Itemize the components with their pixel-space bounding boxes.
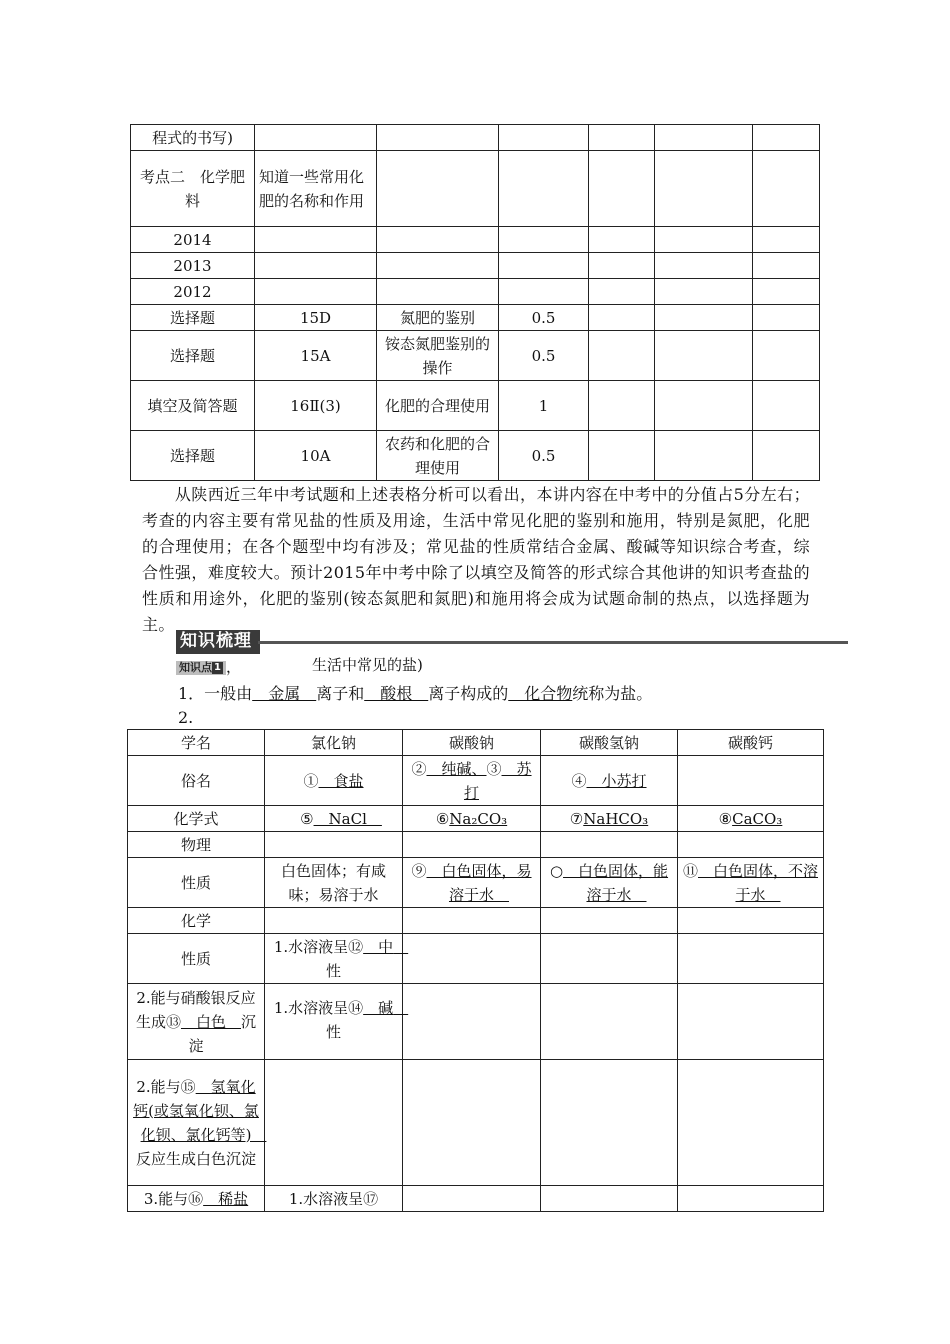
table-row bbox=[131, 331, 820, 381]
table-cell bbox=[255, 227, 377, 253]
fill-blank: 中 bbox=[363, 937, 409, 956]
cell-text: 3.能与⑯ bbox=[143, 1189, 204, 1208]
table-cell bbox=[265, 832, 403, 858]
table-cell bbox=[589, 125, 655, 151]
row-label bbox=[128, 1186, 265, 1212]
table-cell bbox=[403, 806, 541, 832]
table-cell bbox=[403, 858, 541, 908]
table-cell bbox=[678, 858, 824, 908]
item-1-text: 统称为盐。 bbox=[572, 684, 653, 703]
fill-blank: 化合物 bbox=[508, 684, 573, 703]
table-cell bbox=[655, 151, 753, 227]
table-cell bbox=[655, 279, 753, 305]
table-cell bbox=[541, 1060, 678, 1186]
cell-text: 反应生成白色沉淀 bbox=[135, 1149, 256, 1168]
table-row bbox=[128, 1186, 824, 1212]
cell-text: 性 bbox=[325, 961, 341, 980]
table-cell bbox=[655, 305, 753, 331]
table-row bbox=[131, 431, 820, 481]
table-cell: 知道一些常用化肥的名称和作用 bbox=[255, 151, 377, 227]
item-2-label: 2. bbox=[178, 708, 194, 727]
table-cell bbox=[589, 151, 655, 227]
table-cell bbox=[753, 331, 820, 381]
cell-text: 2.能与硝酸银反应生成⑬ bbox=[135, 988, 256, 1031]
table-cell: 2013 bbox=[131, 253, 255, 279]
header-cell: 碳酸钠 bbox=[403, 730, 541, 756]
table-cell bbox=[541, 806, 678, 832]
table-cell: 0.5 bbox=[499, 305, 589, 331]
fill-blank: CaCO₃ bbox=[732, 809, 783, 828]
table-cell bbox=[655, 431, 753, 481]
item-1-text: 离子和 bbox=[316, 684, 365, 703]
knowledge-point-separator: ， bbox=[225, 658, 241, 676]
row-label bbox=[128, 1060, 265, 1186]
table-cell bbox=[589, 331, 655, 381]
table-cell bbox=[403, 1060, 541, 1186]
table-cell bbox=[655, 227, 753, 253]
analysis-paragraph: 从陕西近三年中考试题和上述表格分析可以看出，本讲内容在中考中的分值占5分左右；考查的内容主要有常见盐的性质及用途，生活中常见化肥的鉴别和施用，特别是氮肥，化肥的合理使用；在各个题型中均有涉及；常见盐的性质常结合金属、酸碱等知识综合考查，综合性强，难度较大。预计2015年中考中除了以填空及简答的形式综合其他讲的知识考查盐的性质和用途外，化肥的鉴别(铵态氮肥和氮肥)和施用将会成为试题命制的热点，以选择题为主。 bbox=[142, 485, 810, 634]
table-cell bbox=[589, 381, 655, 431]
fill-blank: 苏打 bbox=[463, 759, 532, 802]
table-row bbox=[131, 253, 820, 279]
fill-blank: 氢氧化钙(或氢氧化钡、氯化钡、氯化钙等) bbox=[133, 1077, 267, 1144]
cell-text: 2.能与⑮ bbox=[136, 1077, 196, 1096]
fill-blank: NaCl bbox=[313, 809, 382, 828]
row-label: 俗名 bbox=[128, 756, 265, 806]
fill-blank: 食盐 bbox=[318, 771, 364, 790]
table-cell bbox=[265, 934, 409, 984]
table-cell bbox=[403, 934, 541, 984]
table-cell: 0.5 bbox=[499, 431, 589, 481]
exam-analysis-table bbox=[130, 124, 820, 481]
fill-blank: 酸根 bbox=[364, 684, 429, 703]
table-cell bbox=[499, 279, 589, 305]
table-cell bbox=[541, 858, 678, 908]
blank-number: ⑧ bbox=[718, 809, 733, 828]
table-cell: 铵态氮肥鉴别的操作 bbox=[377, 331, 499, 381]
blank-number: ○ bbox=[549, 861, 564, 880]
table-cell bbox=[753, 227, 820, 253]
fill-blank: 白色固体，不溶于水 bbox=[698, 861, 819, 904]
table-cell bbox=[255, 253, 377, 279]
row-label bbox=[128, 984, 265, 1060]
table-cell: 白色固体；有咸味；易溶于水 bbox=[265, 858, 403, 908]
table-cell: 选择题 bbox=[131, 305, 255, 331]
table-row bbox=[131, 305, 820, 331]
section-banner-label: 知识梳理 bbox=[176, 630, 260, 654]
row-label: 化学 bbox=[128, 908, 265, 934]
header-cell: 氯化钠 bbox=[265, 730, 403, 756]
table-cell bbox=[403, 1186, 541, 1212]
table-cell bbox=[753, 305, 820, 331]
table-cell: 1.水溶液呈⑰ bbox=[265, 1186, 403, 1212]
table-cell bbox=[753, 431, 820, 481]
table-cell bbox=[678, 908, 824, 934]
banner-rule bbox=[258, 641, 848, 644]
table-cell: 15A bbox=[255, 331, 377, 381]
table-row bbox=[128, 756, 824, 806]
fill-blank: 白色固体，易溶于水 bbox=[426, 861, 532, 904]
table-cell bbox=[541, 908, 678, 934]
blank-number: ② bbox=[411, 759, 427, 778]
blank-number: ① bbox=[303, 771, 319, 790]
table-cell bbox=[655, 331, 753, 381]
table-cell bbox=[655, 381, 753, 431]
knowledge-point-tag-text: 知识点 bbox=[179, 661, 212, 674]
table-cell bbox=[377, 125, 499, 151]
table-cell bbox=[377, 253, 499, 279]
table-cell bbox=[541, 1186, 678, 1212]
fill-blank: 小苏打 bbox=[586, 771, 647, 790]
fill-blank: Na₂CO₃ bbox=[449, 809, 508, 828]
row-label: 物理 bbox=[128, 832, 265, 858]
table-cell bbox=[589, 279, 655, 305]
cell-text: 沉淀 bbox=[188, 1012, 257, 1055]
table-cell: 1 bbox=[499, 381, 589, 431]
knowledge-point-heading bbox=[176, 656, 423, 676]
table-cell bbox=[499, 227, 589, 253]
table-header-row bbox=[128, 730, 824, 756]
cell-text: 1.水溶液呈⑭ bbox=[273, 999, 364, 1017]
table-cell bbox=[377, 279, 499, 305]
table-cell bbox=[265, 756, 403, 806]
blank-number: ⑤ bbox=[300, 809, 314, 828]
table-cell bbox=[403, 908, 541, 934]
table-cell bbox=[589, 431, 655, 481]
table-row bbox=[128, 806, 824, 832]
cell-text: 性 bbox=[325, 1023, 341, 1041]
table-cell bbox=[265, 984, 409, 1060]
blank-number: ⑥ bbox=[435, 809, 450, 828]
row-label: 性质 bbox=[128, 858, 265, 908]
row-label: 性质 bbox=[128, 934, 265, 984]
blank-number: ③ bbox=[486, 759, 502, 778]
exam-analysis-body bbox=[131, 125, 820, 481]
table-row bbox=[128, 934, 824, 984]
table-cell bbox=[753, 279, 820, 305]
table-cell bbox=[753, 253, 820, 279]
table-cell bbox=[403, 756, 541, 806]
table-cell: 16Ⅱ(3) bbox=[255, 381, 377, 431]
table-row bbox=[131, 125, 820, 151]
table-cell: 考点二 化学肥料 bbox=[131, 151, 255, 227]
fill-blank: NaHCO₃ bbox=[583, 809, 649, 828]
table-row bbox=[128, 858, 824, 908]
knowledge-point-tag bbox=[176, 661, 226, 675]
table-cell: 氮肥的鉴别 bbox=[377, 305, 499, 331]
table-cell: 15D bbox=[255, 305, 377, 331]
table-cell: 农药和化肥的合理使用 bbox=[377, 431, 499, 481]
table-cell bbox=[541, 832, 678, 858]
table-cell: 10A bbox=[255, 431, 377, 481]
table-cell bbox=[753, 381, 820, 431]
table-cell: 0.5 bbox=[499, 331, 589, 381]
row-label: 化学式 bbox=[128, 806, 265, 832]
table-cell: 选择题 bbox=[131, 331, 255, 381]
table-row bbox=[128, 908, 824, 934]
salt-properties-table bbox=[127, 729, 824, 1212]
table-cell bbox=[377, 227, 499, 253]
blank-number: ⑦ bbox=[569, 809, 584, 828]
table-cell bbox=[678, 1186, 824, 1212]
cell-text: 1.水溶液呈⑫ bbox=[273, 937, 364, 956]
table-cell bbox=[753, 125, 820, 151]
table-cell bbox=[265, 806, 403, 832]
table-cell bbox=[678, 984, 824, 1060]
table-row bbox=[128, 984, 824, 1060]
table-row bbox=[131, 381, 820, 431]
table-cell: 填空及简答题 bbox=[131, 381, 255, 431]
table-cell bbox=[499, 125, 589, 151]
header-cell: 学名 bbox=[128, 730, 265, 756]
table-cell bbox=[499, 151, 589, 227]
salt-properties-body bbox=[128, 730, 824, 1212]
fill-blank: 白色固体，能溶于水 bbox=[563, 861, 669, 904]
table-cell bbox=[541, 756, 678, 806]
table-cell: 2014 bbox=[131, 227, 255, 253]
table-cell bbox=[589, 305, 655, 331]
fill-blank: 白色 bbox=[180, 1012, 241, 1031]
table-row bbox=[128, 1060, 824, 1186]
table-cell bbox=[265, 908, 403, 934]
table-cell bbox=[403, 832, 541, 858]
section-banner bbox=[176, 630, 848, 656]
knowledge-point-number: 1 bbox=[214, 662, 221, 673]
blank-number: ⑪ bbox=[682, 861, 698, 880]
fill-blank: 金属 bbox=[252, 684, 317, 703]
table-cell bbox=[541, 984, 678, 1060]
table-cell bbox=[541, 934, 678, 984]
table-cell: 2012 bbox=[131, 279, 255, 305]
table-cell bbox=[753, 151, 820, 227]
table-cell bbox=[589, 227, 655, 253]
blank-number: ④ bbox=[571, 771, 587, 790]
item-1-text: 离子构成的 bbox=[428, 684, 509, 703]
table-cell: 选择题 bbox=[131, 431, 255, 481]
table-cell bbox=[678, 1060, 824, 1186]
item-1-text: 1．一般由 bbox=[178, 684, 253, 703]
table-cell bbox=[377, 151, 499, 227]
table-cell bbox=[403, 984, 541, 1060]
table-cell bbox=[255, 125, 377, 151]
header-cell: 碳酸钙 bbox=[678, 730, 824, 756]
table-row bbox=[131, 151, 820, 227]
header-cell: 碳酸氢钠 bbox=[541, 730, 678, 756]
table-cell bbox=[265, 1060, 403, 1186]
knowledge-point-title: 生活中常见的盐) bbox=[312, 656, 423, 674]
table-row bbox=[131, 279, 820, 305]
table-cell bbox=[678, 806, 824, 832]
blank-number: ⑨ bbox=[411, 861, 427, 880]
table-cell bbox=[499, 253, 589, 279]
fill-blank: 纯碱、 bbox=[426, 759, 487, 778]
table-cell bbox=[655, 253, 753, 279]
table-cell bbox=[678, 756, 824, 806]
table-cell bbox=[589, 253, 655, 279]
table-row bbox=[128, 832, 824, 858]
table-cell bbox=[655, 125, 753, 151]
table-cell: 化肥的合理使用 bbox=[377, 381, 499, 431]
table-row bbox=[131, 227, 820, 253]
item-1 bbox=[178, 683, 652, 705]
table-cell: 程式的书写) bbox=[131, 125, 255, 151]
table-cell bbox=[678, 934, 824, 984]
fill-blank: 稀盐 bbox=[203, 1189, 249, 1208]
table-cell bbox=[255, 279, 377, 305]
table-cell bbox=[678, 832, 824, 858]
fill-blank: 碱 bbox=[363, 999, 409, 1017]
